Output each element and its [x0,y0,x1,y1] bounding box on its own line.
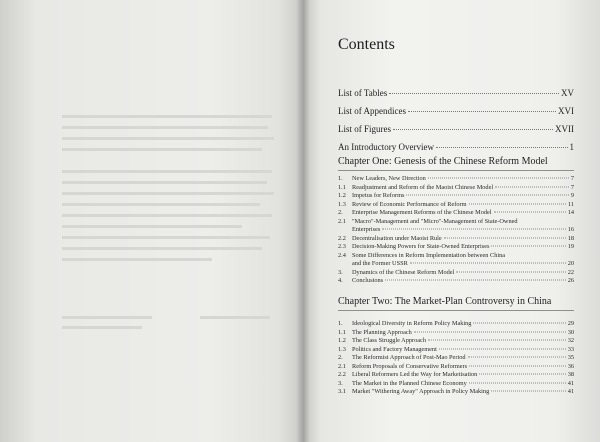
toc-section-label: "Macro"-Management and "Micro"-Management of State-Owned [352,217,518,225]
leader-dots [469,365,566,366]
bleed-through-line [62,258,212,261]
bleed-through-line [62,148,262,151]
leader-dots [456,271,565,272]
toc-section-page: 7 [570,183,574,191]
bleed-through-line [62,203,260,206]
toc-section-number: 2.1 [338,217,346,225]
toc-section-entry[interactable] [338,371,574,378]
toc-section-number: 2. [338,209,343,216]
toc-section-number: 2.4 [338,251,346,259]
toc-section-page: 26 [567,277,574,284]
toc-section-entry[interactable] [338,354,574,361]
leader-dots [410,263,566,264]
leader-dots [385,280,566,281]
toc-section-number: 1.1 [338,183,346,191]
toc-section-number: 1.2 [338,337,346,344]
toc-section-number: 2.1 [338,362,346,370]
leader-dots [414,331,566,332]
toc-section-number: 2.3 [338,243,346,250]
toc-section-number: 3. [338,268,343,276]
toc-section-number: 2.2 [338,371,346,378]
toc-section-label: Enterprise Management Reforms of the Chinese Model [352,209,492,216]
toc-section-number: 3. [338,379,343,387]
toc-section-label: Decentralisation under Maoist Rule [352,234,442,242]
toc-section-number: 1.1 [338,328,346,336]
leader-dots [382,229,565,230]
toc-entry-page: XVI [558,106,574,116]
leader-dots [491,246,565,247]
toc-entry-label: List of Tables [338,88,388,98]
chapter-divider [338,170,574,171]
toc-section-label: Impetus for Reforms [352,192,405,199]
toc-section-label: Reform Proposals of Conservative Reformers [352,362,468,370]
toc-section-entry[interactable] [338,388,574,395]
toc-section-page: 14 [567,209,574,216]
leader-dots [408,111,556,112]
toc-section-entry[interactable] [338,380,574,387]
toc-section-entry[interactable] [338,277,574,284]
leader-dots [389,93,559,94]
leader-dots [428,340,566,341]
leader-dots [495,186,569,187]
toc-section-page: 38 [567,371,574,378]
toc-section-number: 1.3 [338,200,346,208]
leader-dots [439,348,566,349]
toc-section-page: 16 [567,226,574,233]
toc-entry-label: List of Appendices [338,106,406,116]
toc-section-label: Review of Economic Performance of Reform [352,200,467,208]
toc-section-label: Dynamics of the Chinese Reform Model [352,268,455,276]
toc-section-label: The Market in the Planned Chinese Economy [352,379,467,387]
toc-entry-page: 1 [569,142,574,152]
toc-section-number: 2.2 [338,234,346,242]
toc-section-number: 1.3 [338,345,346,353]
leader-dots [406,195,568,196]
toc-entry-page: XVII [555,124,574,134]
toc-section-entry[interactable] [338,346,574,353]
toc-section-number: 1.2 [338,192,346,199]
toc-section-entry[interactable] [338,201,574,208]
toc-section-label: Enterprises [352,226,381,233]
leader-dots [436,147,568,148]
toc-section-number: 1. [338,175,343,182]
toc-section-label: New Leaders, New Direction [352,175,426,182]
toc-section-page: 9 [570,192,574,199]
toc-section-page: 36 [567,362,574,370]
toc-section-entry[interactable] [338,235,574,242]
toc-section-page: 33 [567,345,574,353]
toc-section-entry[interactable] [338,269,574,276]
toc-section-entry[interactable] [338,226,574,233]
toc-section-entry[interactable] [338,218,574,225]
toc-section-label: and the Former USSR [352,260,408,267]
bleed-through-line [62,170,272,173]
toc-section-label: Market "Withering Away" Approach in Policy Making [352,388,490,395]
toc-section-number: 2. [338,354,343,361]
toc-section-entry[interactable] [338,260,574,267]
bleed-through-line [62,137,274,140]
toc-section-entry[interactable] [338,363,574,370]
toc-section-entry[interactable] [338,243,574,250]
bleed-through-line [62,225,242,228]
toc-section-entry[interactable] [338,252,574,259]
toc-section-page: 7 [570,175,574,182]
toc-entry[interactable] [338,124,574,134]
toc-entry[interactable] [338,88,574,98]
toc-entry-label: List of Figures [338,124,391,134]
toc-section-entry[interactable] [338,184,574,191]
bleed-through-line [62,236,270,239]
page-title: Contents [338,36,395,53]
bleed-through-line [62,247,262,250]
toc-section-number: 3.1 [338,388,346,395]
toc-section-label: Some Differences in Reform Implementation between China [352,251,506,259]
toc-section-number: 4. [338,277,343,284]
bleed-through-line [62,326,142,329]
bleed-through-line [62,126,268,129]
bleed-through-line [62,214,272,217]
toc-section-label: Politics and Factory Management [352,345,437,353]
toc-section-page: 30 [567,328,574,336]
chapter-one-heading: Chapter One: Genesis of the Chinese Reform Model [338,156,548,167]
toc-section-entry[interactable] [338,192,574,199]
toc-section-page: 18 [567,234,574,242]
toc-entry-page: XV [561,88,574,98]
leader-dots [468,357,566,358]
toc-section-entry[interactable] [338,320,574,327]
toc-section-label: The Class Struggle Approach [352,337,426,344]
toc-section-entry[interactable] [338,209,574,216]
bleed-through-line [62,316,152,319]
leader-dots [469,382,566,383]
toc-section-entry[interactable] [338,337,574,344]
chapter-two-heading: Chapter Two: The Market-Plan Controversy in China [338,296,552,307]
toc-section-label: Liberal Reformers Led the Way for Marketisation [352,371,478,378]
bleed-through-line [62,192,274,195]
toc-entry-label: An Introductory Overview [338,142,434,152]
chapter-divider [338,310,574,311]
leader-dots [479,374,565,375]
toc-section-entry[interactable] [338,329,574,336]
bleed-through-line [62,181,267,184]
leader-dots [444,237,566,238]
toc-section-label: Ideological Diversity in Reform Policy Making [352,320,472,327]
toc-section-page: 41 [567,388,574,395]
toc-entry[interactable] [338,142,574,152]
toc-section-label: The Planning Approach [352,328,412,336]
leader-dots [473,323,565,324]
toc-section-page: 35 [567,354,574,361]
leader-dots [494,212,566,213]
book-gutter [296,0,310,442]
toc-section-page: 11 [567,200,574,208]
toc-section-label: Conclusions [352,277,384,284]
toc-section-page: 22 [567,268,574,276]
bleed-through-line [62,115,272,118]
toc-section-page: 20 [567,260,574,267]
toc-section-page: 29 [567,320,574,327]
leader-dots [469,203,566,204]
leader-dots [491,391,565,392]
toc-section-number: 1. [338,320,343,327]
toc-section-label: The Reformist Approach of Post-Mao Period [352,354,466,361]
bleed-through-line [200,316,270,319]
toc-section-label: Readjustment and Reform of the Maoist Chinese Model [352,183,494,191]
toc-entry[interactable] [338,106,574,116]
toc-section-entry[interactable] [338,175,574,182]
leader-dots [428,178,569,179]
toc-section-page: 41 [567,379,574,387]
leader-dots [393,129,553,130]
toc-section-label: Decision-Making Powers for State-Owned Enterprises [352,243,490,250]
toc-section-page: 32 [567,337,574,344]
toc-section-page: 19 [567,243,574,250]
